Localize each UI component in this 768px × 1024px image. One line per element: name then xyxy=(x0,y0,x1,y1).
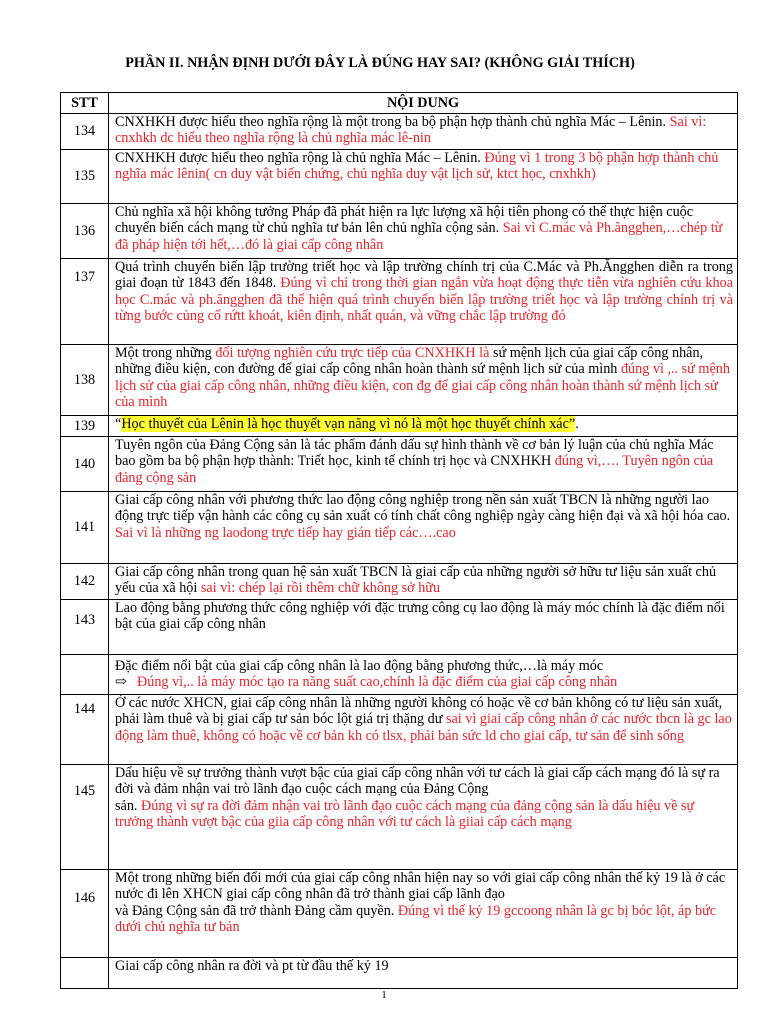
table-row xyxy=(61,114,738,150)
row-number: 144 xyxy=(61,695,109,765)
answer-text: Đúng vì,.. là máy móc tạo ra năng suất cao,chính là đặc điểm của giai cấp công nhân xyxy=(137,674,618,691)
statement-text: Giai cấp công nhân với phương thức lao động công nghiệp trong nền sản xuất TBCN là những người lao động trực tiếp vận hành các công cụ sản xuất có tính chất công nghiệp ngày càng hiện đại và xã hội hóa cao. xyxy=(115,492,731,525)
section-title: PHẦN II. NHẬN ĐỊNH DƯỚI ĐÂY LÀ ĐÚNG HAY SAI? (KHÔNG GIẢI THÍCH) xyxy=(125,55,635,71)
table-row xyxy=(61,695,738,765)
row-content xyxy=(109,416,738,437)
row-number: 136 xyxy=(61,204,109,259)
table-row xyxy=(61,564,738,600)
row-number: 141 xyxy=(61,492,109,564)
answer-text: đúng vì,…. Tuyên ngôn của đảng cộng sản xyxy=(115,453,714,486)
open-quote: “ xyxy=(115,416,122,432)
statement-text: Dấu hiệu về sự trưởng thành vượt bậc của giai cấp công nhân với tư cách là giai cấp cách mạng đó là sự ra đời và đảm nhận vai trò lãnh đạo cuộc cách mạng của Đảng Cộng xyxy=(115,765,720,798)
page-number: 1 xyxy=(381,989,387,1001)
row-number: 135 xyxy=(61,150,109,204)
table-row xyxy=(61,492,738,564)
table-row xyxy=(61,958,738,989)
statement-text: Ở các nước XHCN, giai cấp công nhân là những người không có hoặc về cơ bản không có tư liệu sản xuất, phải làm thuê và bị giai cấp tư sản bóc lột giá trị thặng dư xyxy=(115,695,723,728)
row-number xyxy=(61,958,109,989)
row-content xyxy=(109,345,738,416)
table-row xyxy=(61,150,738,204)
row-number: 134 xyxy=(61,114,109,150)
table-row xyxy=(61,416,738,437)
row-content xyxy=(109,114,738,150)
row-number: 139 xyxy=(61,416,109,437)
row-content xyxy=(109,564,738,600)
statement-text: Quá trình chuyển biến lập trường triết học và lập trường chính trị của C.Mác và Ph.Ăngghen diễn ra trong giai đoạn từ 1843 đến 1848. xyxy=(115,259,733,292)
row-number: 140 xyxy=(61,437,109,492)
row-content xyxy=(109,655,738,695)
statements-table xyxy=(60,92,738,989)
row-content xyxy=(109,204,738,259)
row-number: 146 xyxy=(61,870,109,958)
row-number: 137 xyxy=(61,259,109,345)
arrow-right-icon: ⇨ xyxy=(115,674,127,691)
table-row xyxy=(61,870,738,958)
row-number: 143 xyxy=(61,600,109,655)
header-content: NỘI DUNG xyxy=(109,93,738,114)
statement-text: và Đảng Cộng sản đã trở thành Đảng cầm quyền. xyxy=(115,902,398,919)
statement-text: Đặc điểm nổi bật của giai cấp công nhân là lao động bằng phương thức,…là máy móc xyxy=(115,658,604,674)
answer-text: Sai vì là những ng laodong trực tiếp hay gián tiếp các….cao xyxy=(115,524,456,541)
row-content xyxy=(109,600,738,655)
answer-text: Đúng vì thế kỷ 19 gccoong nhân là gc bị bóc lột, áp bức dưới chủ nghĩa tư bản xyxy=(115,902,717,936)
statement-text: Tuyên ngôn của Đảng Cộng sản là tác phẩm đánh dấu sự hình thành về cơ bản lý luận của chủ nghĩa Mác bao gồm ba bộ phận hợp thành: Triết học, kinh tế chính trị học và CNXHKH xyxy=(115,437,714,470)
answer-text: đối tượng nghiên cứu trực tiếp của CNXHKH là xyxy=(215,345,490,361)
row-number xyxy=(61,655,109,695)
table-row xyxy=(61,655,738,695)
statement-text: Giai cấp công nhân trong quan hệ sản xuất TBCN là giai cấp của những người sở hữu tư liệu sản xuất chủ yếu của xã hội xyxy=(115,564,717,597)
answer-text: Đúng vì chỉ trong thời gian ngắn vừa hoạt động thực tiễn vừa nghiên cứu khoa học C.mác và ph.ăngghen đã thể hiện quá trình chuyển biến lập trường triết học và lập trường chính trị và từng bước củng cố rứtt khoát, kiên định, nhất quán, và vững chắc lập trường đó xyxy=(115,275,734,325)
table-row xyxy=(61,345,738,416)
statement-text: Một trong những xyxy=(115,345,216,361)
row-content xyxy=(109,765,738,870)
statement-text: Giai cấp công nhân ra đời và pt từ đầu thế kỷ 19 xyxy=(115,958,389,974)
table-row xyxy=(61,765,738,870)
answer-text: sai vì: chép lại rồi thêm chữ không sở hữu xyxy=(200,580,441,597)
table-row xyxy=(61,259,738,345)
row-number: 142 xyxy=(61,564,109,600)
answer-text: Sai vì C.mác và Ph.ăngghen,…chép từ đã pháp hiện tới hết,…đó là giai cấp công nhân xyxy=(115,220,723,253)
answer-text: Đúng vì 1 trong 3 bộ phận hợp thành chủ nghĩa mác lênin( cn duy vật biến chứng, chủ nghĩa duy vật lịch sử, ktct học, cnxhkh) xyxy=(115,150,719,183)
statement-text: CNXHKH được hiểu theo nghĩa rộng là chủ nghĩa Mác – Lênin. xyxy=(115,150,485,166)
row-content xyxy=(109,958,738,989)
statement-text: sản. xyxy=(115,797,142,814)
row-content xyxy=(109,492,738,564)
row-content xyxy=(109,437,738,492)
statement-text: CNXHKH được hiểu theo nghĩa rộng là một trong ba bộ phận hợp thành chủ nghĩa Mác – Lênin. xyxy=(115,114,670,130)
highlighted-statement: Học thuyết của Lênin là học thuyết vạn năng vì nó là một học thuyết chính xác” xyxy=(121,416,576,432)
answer-text: Đúng vì sự ra đời đảm nhận vai trò lãnh đạo cuộc cách mạng của đảng cộng sản là dấu hiệu về sự trưởng thành vượt bậc của giia cấp công nhân với tư cách là giiai cấp cách mạng xyxy=(115,797,695,831)
row-content xyxy=(109,870,738,958)
row-number: 138 xyxy=(61,345,109,416)
answer-text: sai vì giai cấp công nhân ở các nước tbcn là gc lao động làm thuê, không có hoặc về cơ bản kh có tlsx, phải bán sức ld cho giai cấp, tư sản để sinh sống xyxy=(115,711,732,744)
row-content xyxy=(109,259,738,345)
row-content xyxy=(109,695,738,765)
row-number: 145 xyxy=(61,765,109,870)
row-content xyxy=(109,150,738,204)
statement-text: Chủ nghĩa xã hội không tưởng Pháp đã phát hiện ra lực lượng xã hội tiên phong có thể thực hiện cuộc chuyển biến cách mạng từ chủ nghĩa tư bản lên chủ nghĩa cộng sản. xyxy=(115,204,694,237)
statement-text: sứ mệnh lịch của giai cấp công nhân, những điều kiện, con đường để giai cấp công nhân hoàn thành sứ mệnh lịch sử của mình xyxy=(115,345,704,378)
statement-text: Lao động bằng phương thức công nghiệp với đặc trưng công cụ lao động là máy móc chính là đặc điểm nổi bật của giai cấp công nhân xyxy=(115,600,725,633)
table-row xyxy=(61,204,738,259)
answer-text: đúng vì ,.. sứ mệnh lịch sử của giai cấp công nhân, những điều kiện, con đg để giai cấp công nhân hoàn thành sứ mệnh lịch sử của mình xyxy=(115,361,730,411)
table-header-row xyxy=(61,93,738,114)
closing-punctuation: . xyxy=(575,416,579,432)
table-row xyxy=(61,600,738,655)
table-row xyxy=(61,437,738,492)
header-stt: STT xyxy=(61,93,109,114)
statement-text: Một trong những biến đổi mới của giai cấp công nhân hiện nay so với giai cấp công nhân thế kỷ 19 là ở các nước đi lên XHCN giai cấp công nhân đã trở thành giai cấp lãnh đạo xyxy=(115,870,726,903)
answer-text: Sai vì: cnxhkh dc hiểu theo nghĩa rộng là chủ nghĩa mác lê-nin xyxy=(115,114,707,147)
